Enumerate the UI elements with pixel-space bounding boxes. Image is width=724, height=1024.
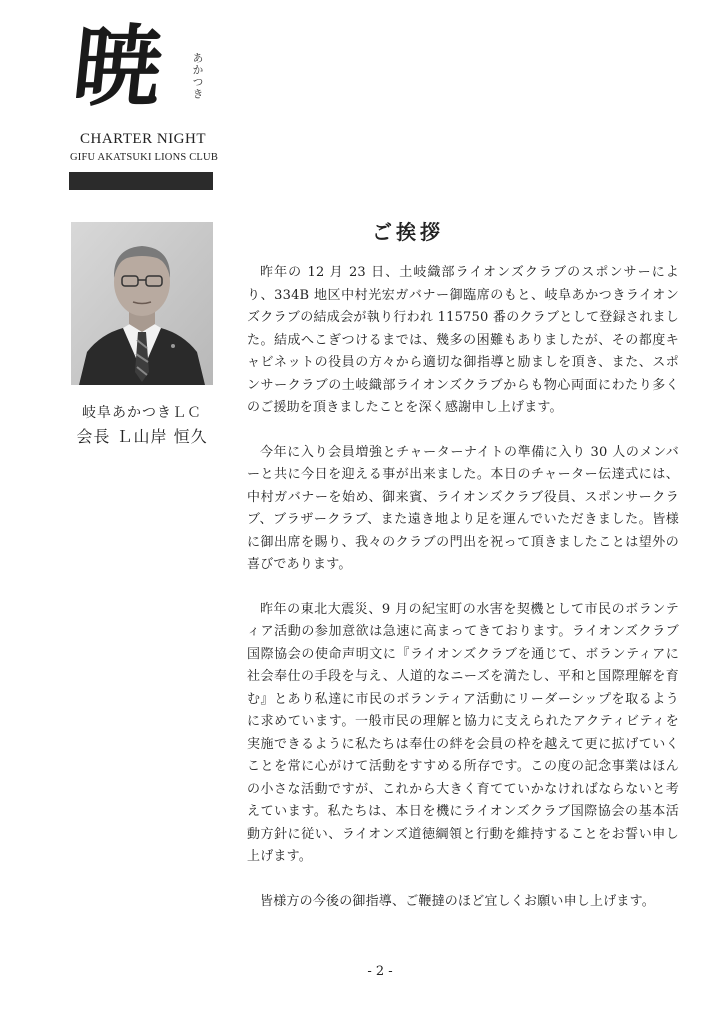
club-caption: 岐阜あかつきＬＣ — [82, 405, 202, 421]
article-body — [247, 262, 679, 913]
paragraph: 昨年の 12 月 23 日、土岐織部ライオンズクラブのスポンサーにより、334B 地区中村光宏ガバナー御臨席のもと、岐阜あかつきライオンズクラブの結成会が執り行われ 115750 番のクラブとして登録されました。結成へこぎつけるまでは、幾多の困難もありましたが、その都度キャビネットの役員の方々から適切な御指導と励ましを頂き、また、スポンサークラブの土岐織部ライオンズクラブからも物心両面にわたり多くのご援助を頂きましたことを深く感謝申し上げます。 — [247, 265, 679, 415]
paragraph: 皆様方の今後の御指導、ご鞭撻のほど宜しくお願い申し上げます。 — [260, 893, 655, 909]
paragraph: 今年に入り会員増強とチャーターナイトの準備に入り 30 人のメンバーと共に今日を迎える事が出来ました。本日のチャーター伝達式には、中村ガバナーを始め、御来賓、ライオンズクラブ役員、スポンサークラブ、ブラザークラブ、また遠き地より足を運んでいただきました。皆様に御出席を賜り、我々のクラブの門出を祝って頂きましたことは望外の喜びであります。 — [247, 444, 679, 572]
charter-night-heading: CHARTER NIGHT — [80, 131, 207, 147]
page-number: - 2 - — [367, 964, 393, 979]
club-name-heading: GIFU AKATSUKI LIONS CLUB — [70, 152, 219, 163]
article-title: ご挨拶 — [372, 220, 444, 244]
logo-kana: あかつき — [191, 52, 204, 100]
logo-kanji: 暁 — [68, 14, 168, 118]
president-caption: 会長 Ｌ山岸 恒久 — [76, 427, 208, 446]
header-bar — [69, 172, 213, 190]
president-photo — [71, 222, 213, 385]
paragraph: 昨年の東北大震災、9 月の紀宝町の水害を契機として市民のボランティア活動の参加意欲は急速に高まってきております。ライオンズクラブ国際協会の使命声明文に『ライオンズクラブを通じて、ボランティアに社会奉仕の手段を与え、人道的なニーズを満たし、平和と国際理解を育む』とあり私達に市民のボランティア活動にリーダーシップを取るように求めています。一般市民の理解と協力に支えられたアクティビティを実施できるように私たちは奉仕の絆を会員の枠を越えて更に拡げていくことを常に心がけて活動をすすめる所存です。この度の記念事業はほんの小さな活動ですが、これから大きく育てていかなければならないと考えています。私たちは、本日を機にライオンズクラブ国際協会の基本活動方針に従い、ライオンズ道徳綱領と行動を維持することをお誓い申し上げます。 — [247, 601, 679, 864]
